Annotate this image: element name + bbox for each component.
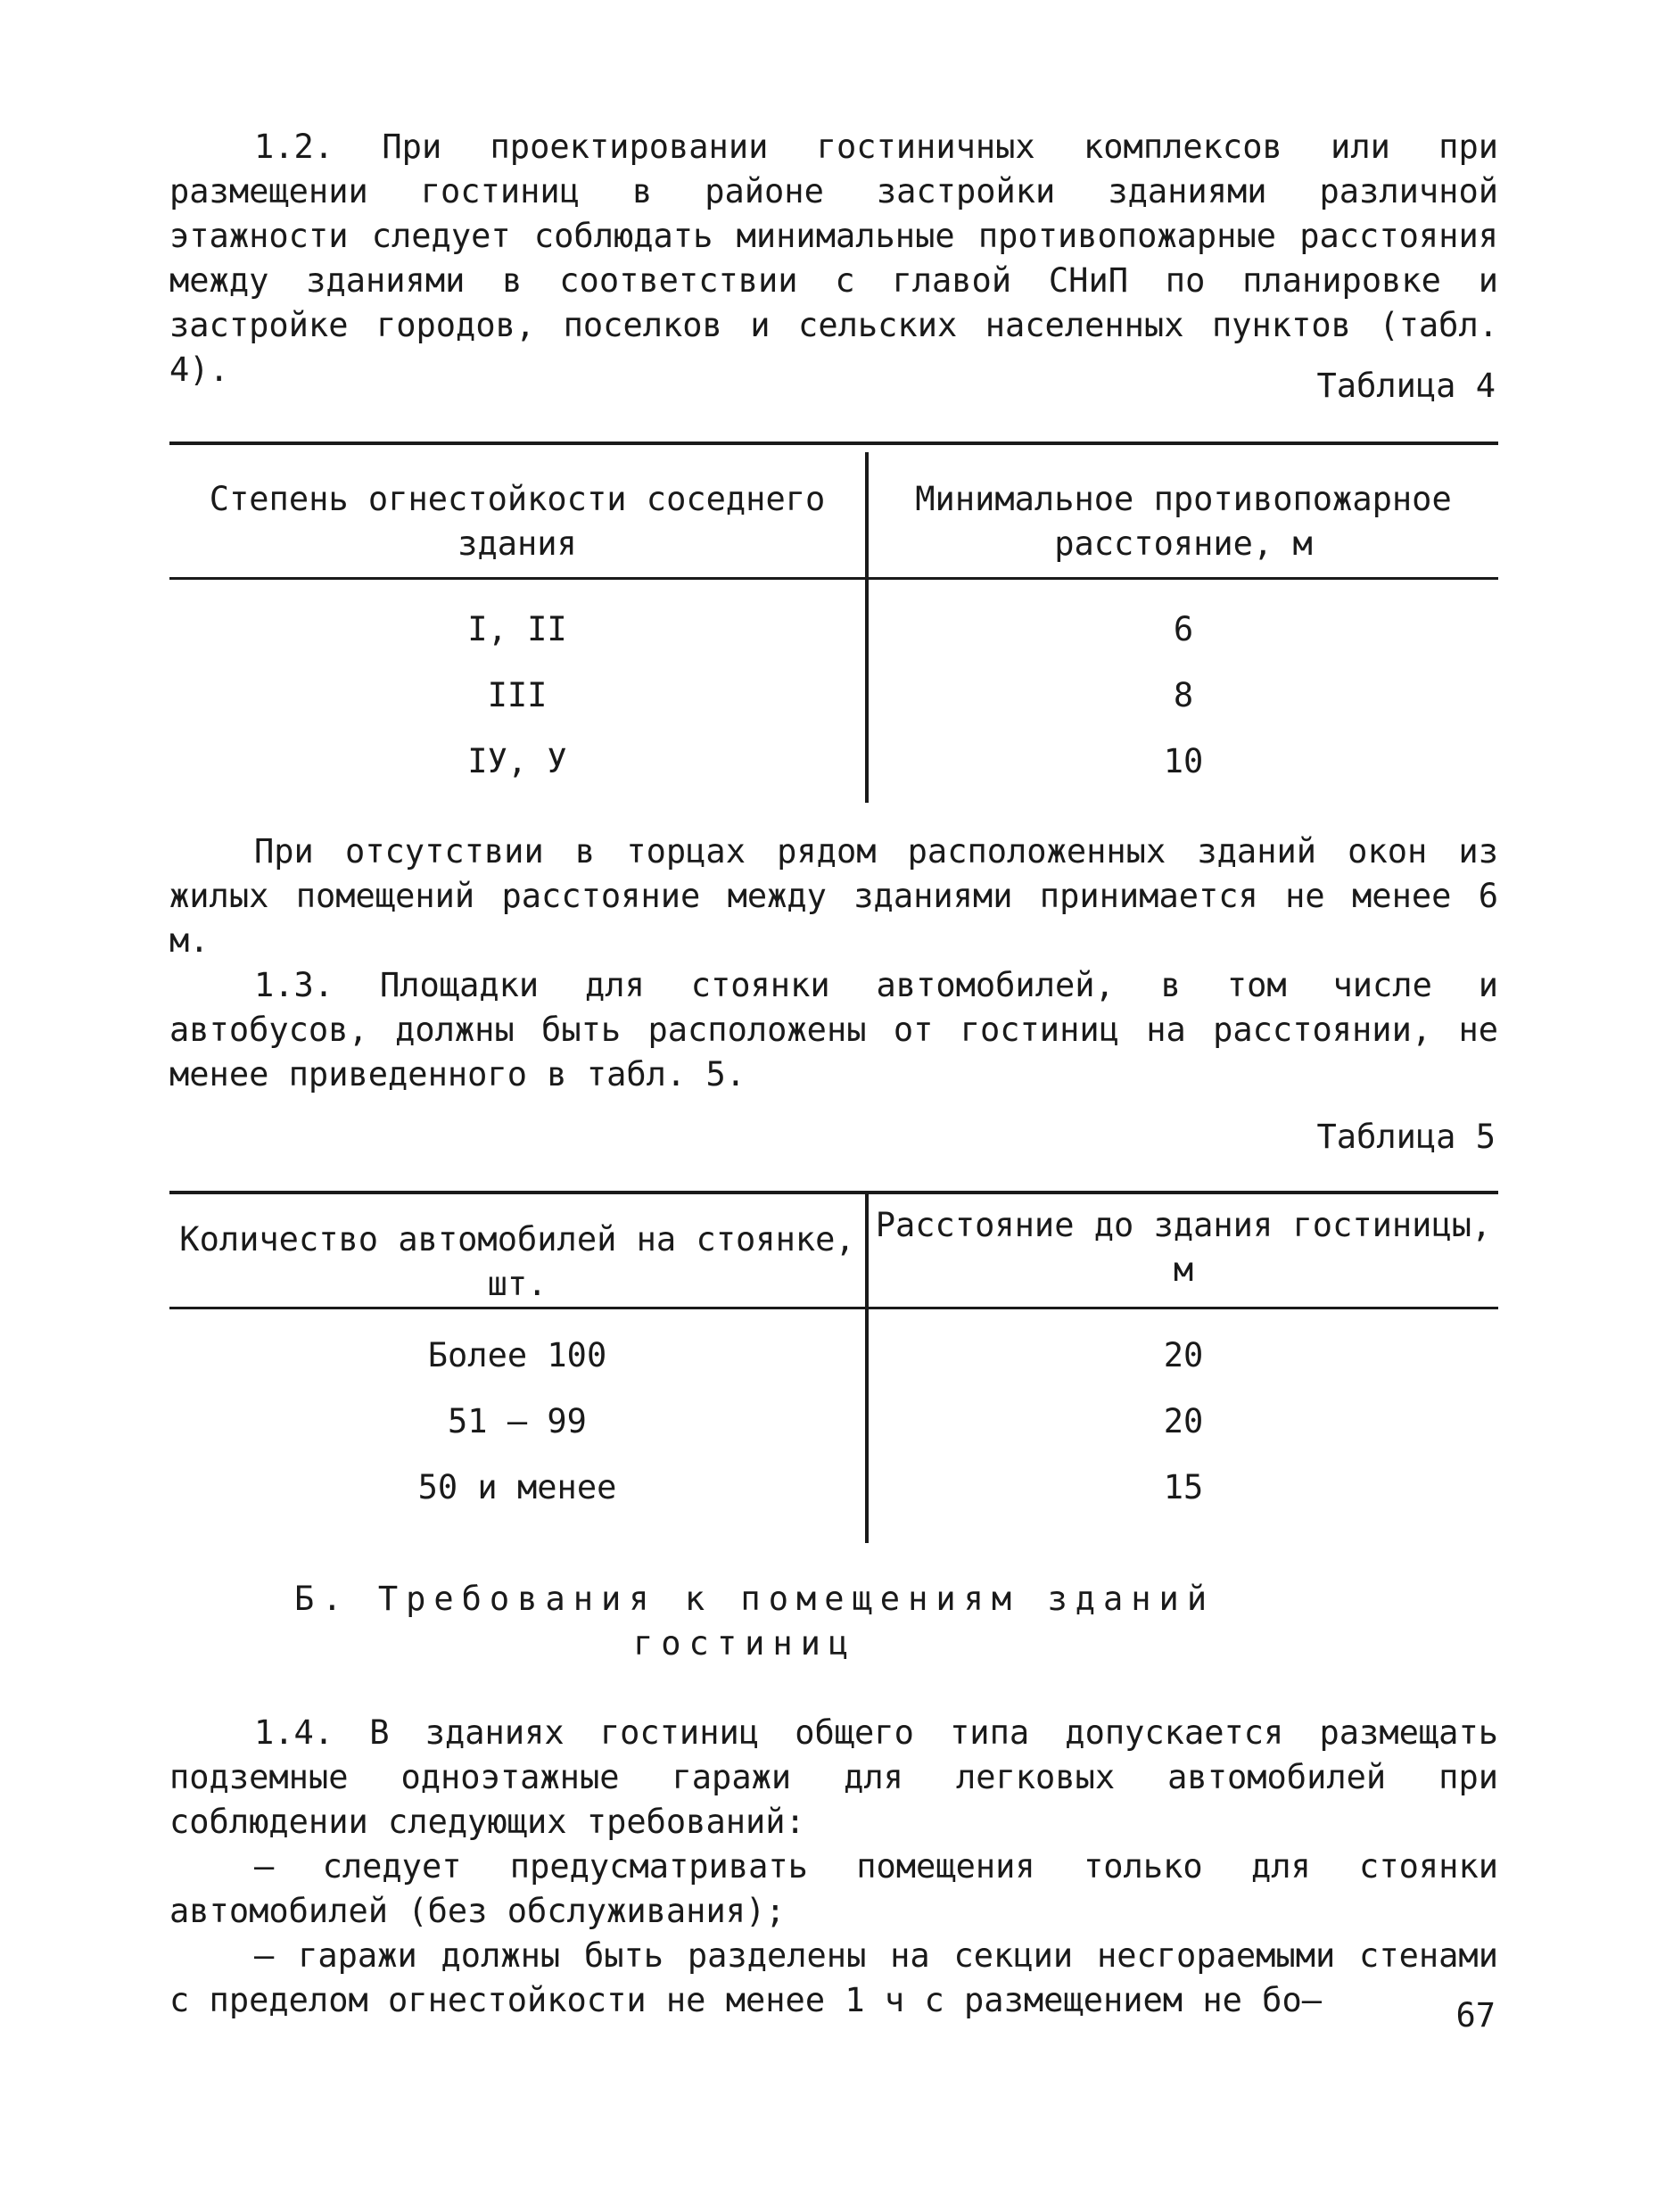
paragraph-1-4: 1.4. В зданиях гостиниц общего типа допускается размещать подземные одноэтажные гаражи для легковых автомобилей при соблюдении следующих требований: <box>169 1713 1498 1841</box>
paragraph-1-2: 1.2. При проектировании гостиничных комплексов или при размещении гостиниц в районе застройки зданиями различной этажности следует соблюдать минимальные противопожарные расстояния между зданиями в соответствии с главой СНиП по планировке и застройке городов, поселков и сельских населенных пунктов (табл. 4). <box>169 128 1498 389</box>
table-cell: 6 <box>1173 610 1194 648</box>
table-4 <box>169 442 1498 803</box>
table-cell: III <box>487 676 548 714</box>
table-cell: 8 <box>1173 676 1194 714</box>
paragraph-1-3: 1.3. Площадки для стоянки автомобилей, в том числе и автобусов, должны быть расположены от гостиниц на расстоянии, не менее приведенного в табл. 5. <box>169 966 1498 1094</box>
paragraph-dash-2: – гаражи должны быть разделены на секции несгораемыми стенами с пределом огнестойкости не менее 1 ч с размещением не бо– <box>169 1936 1498 2019</box>
paragraph-dash-1: – следует предусматривать помещения только для стоянки автомобилей (без обслуживания); <box>169 1847 1498 1930</box>
table-cell: 51 – 99 <box>448 1402 587 1440</box>
table-cell: Более 100 <box>427 1336 607 1374</box>
table-5-caption: Таблица 5 <box>1316 1118 1496 1156</box>
section-heading-b: Б. Требования к помещениям зданий <box>294 1580 1216 1618</box>
paragraph-windows: При отсутствии в торцах рядом расположенных зданий окон из жилых помещений расстояние между зданиями принимается не менее 6 м. <box>169 832 1498 960</box>
table-cell: IУ, У <box>467 742 567 780</box>
table-cell: 20 <box>1163 1336 1204 1374</box>
table-header-cell: Количество автомобилей на стоянке, шт. <box>179 1220 855 1303</box>
table-header-cell: Степень огнестойкости соседнего здания <box>209 480 826 563</box>
table-cell: I, II <box>467 610 567 648</box>
table-rule-header <box>169 1307 1498 1309</box>
table-5 <box>169 1191 1498 1543</box>
section-heading-b-line2: гостиниц <box>633 1624 857 1663</box>
table-header-cell: Минимальное противопожарное расстояние, м <box>915 480 1452 563</box>
table-cell: 10 <box>1163 742 1204 780</box>
table-rule-top <box>169 442 1498 445</box>
table-4-caption: Таблица 4 <box>1316 367 1496 405</box>
table-cell: 20 <box>1163 1402 1204 1440</box>
page-number: 67 <box>1455 1996 1496 2035</box>
table-cell: 15 <box>1163 1468 1204 1506</box>
table-cell: 50 и менее <box>417 1468 617 1506</box>
table-rule-header <box>169 577 1498 580</box>
table-header-cell: Расстояние до здания гостиницы, м <box>875 1206 1492 1289</box>
table-rule-top <box>169 1191 1498 1194</box>
